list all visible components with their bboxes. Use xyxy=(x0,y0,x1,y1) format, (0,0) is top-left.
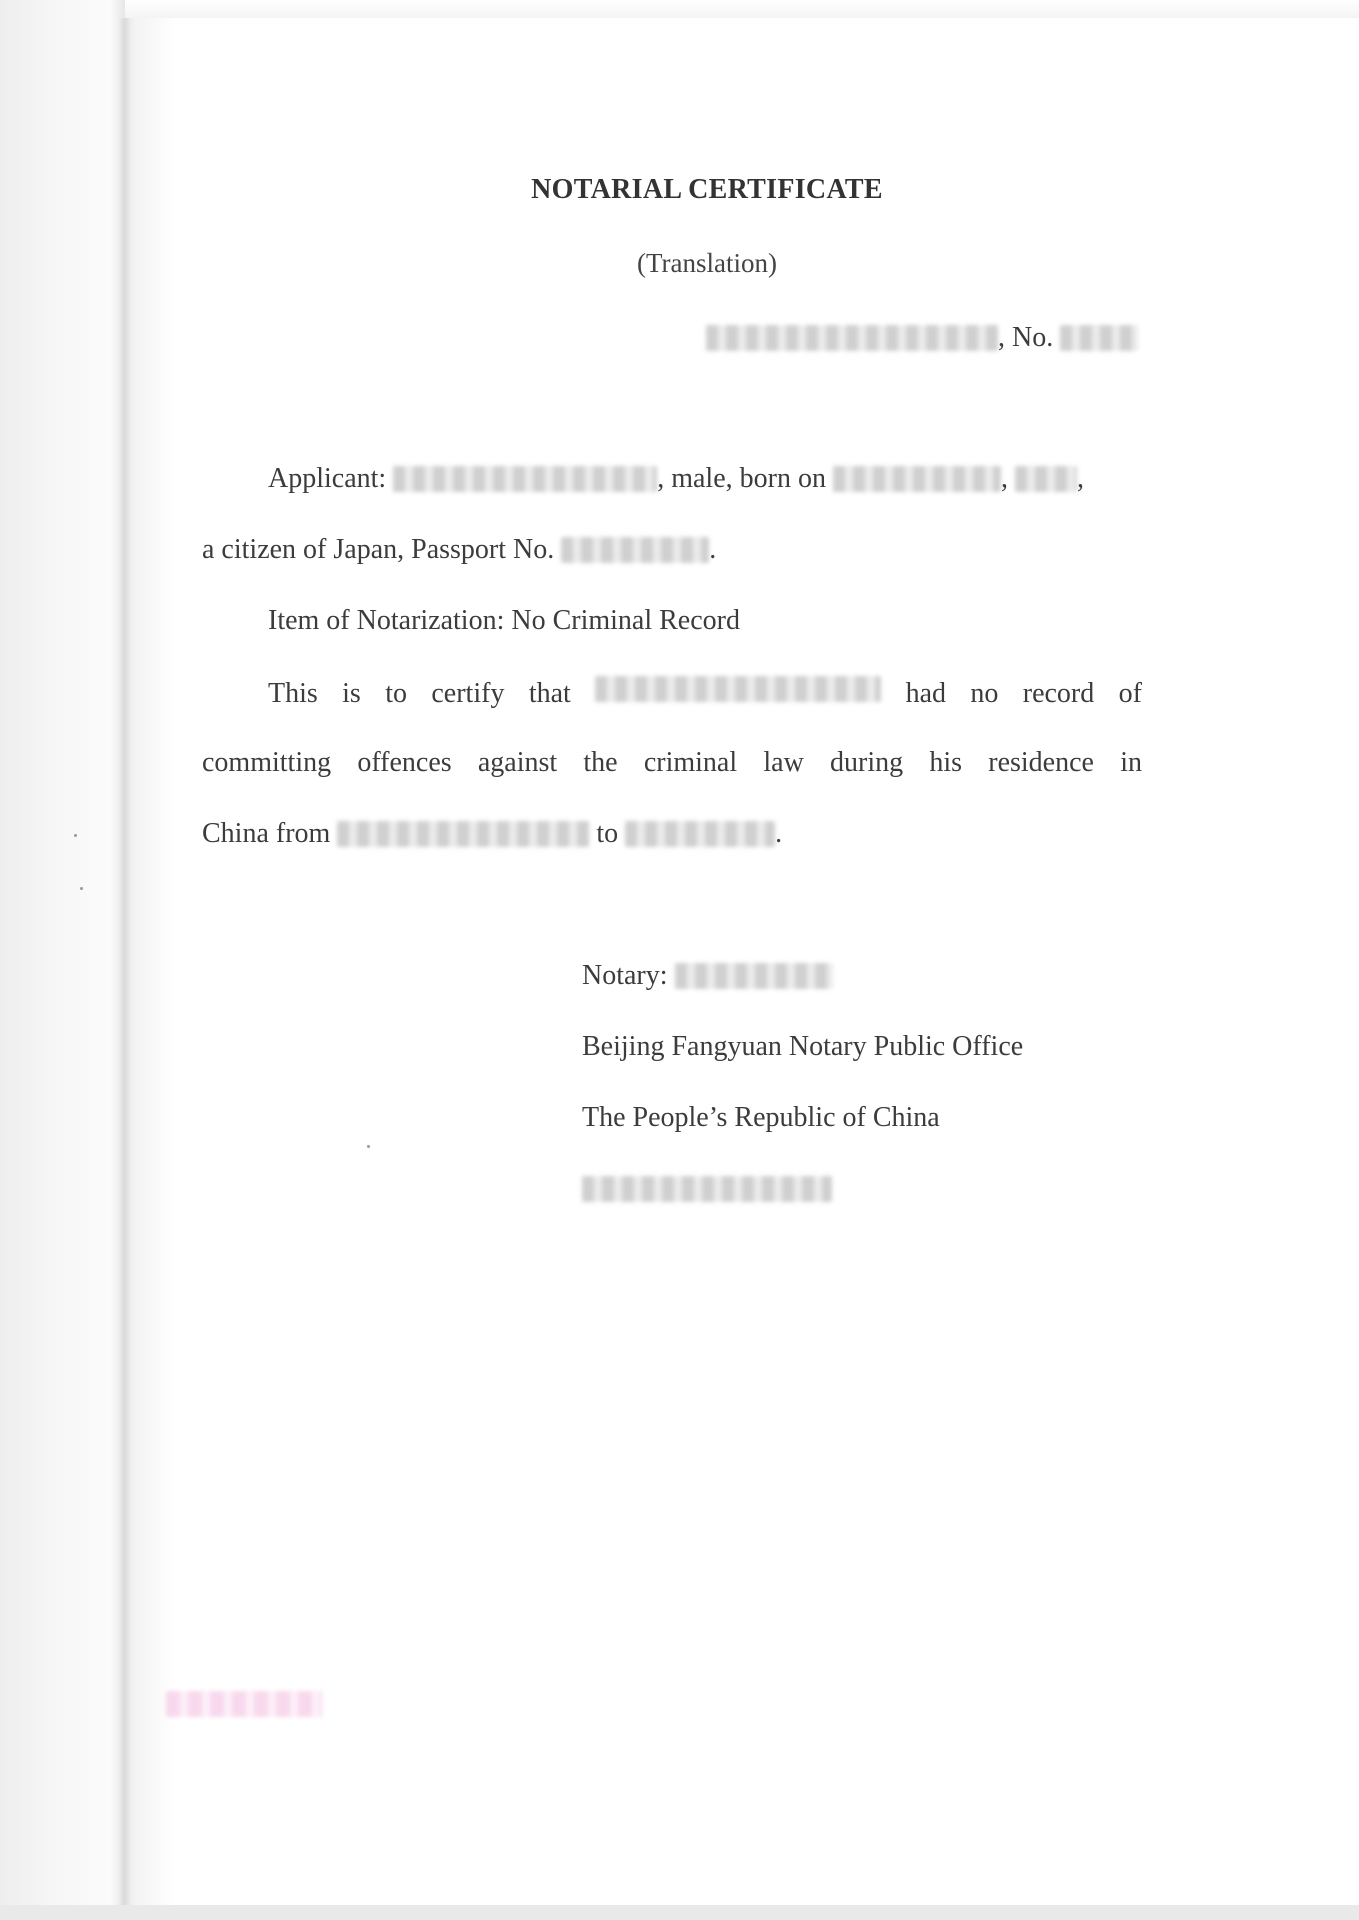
certify-line-3 xyxy=(202,818,782,850)
scan-speck xyxy=(74,834,77,837)
redacted-notary-name xyxy=(675,963,833,989)
period: . xyxy=(709,534,717,565)
redacted-end-date xyxy=(625,821,775,847)
redacted-reference xyxy=(706,325,998,351)
word: against xyxy=(477,747,558,778)
pink-stamp-mark xyxy=(166,1688,322,1720)
word: his xyxy=(929,747,963,778)
comma: , xyxy=(1000,463,1008,494)
paper-fold-shadow xyxy=(118,18,130,1920)
word: of xyxy=(1118,678,1142,709)
word: that xyxy=(528,678,571,709)
citizen-line xyxy=(202,534,716,566)
comma: , xyxy=(1076,463,1084,494)
word: had xyxy=(905,678,946,709)
word: criminal xyxy=(643,747,738,778)
word: record xyxy=(1022,678,1095,709)
item-of-notarization: Item of Notarization: No Criminal Record xyxy=(268,605,740,636)
applicant-line xyxy=(268,463,1084,495)
reference-number-label: , No. xyxy=(998,322,1054,353)
notary-line xyxy=(582,960,833,992)
applicant-label: Applicant: xyxy=(268,463,387,494)
paper-edge-shadow xyxy=(125,0,1359,18)
word: residence xyxy=(988,747,1094,778)
notary-country: The People’s Republic of China xyxy=(582,1102,940,1133)
redacted-applicant-name xyxy=(595,676,881,702)
redacted-stamp xyxy=(166,1691,322,1717)
word: is xyxy=(342,678,361,709)
scan-speck xyxy=(80,887,83,890)
redacted-passport-number xyxy=(561,537,709,563)
period: . xyxy=(775,818,783,849)
word: to xyxy=(385,678,407,709)
certify-line-3-to: to xyxy=(596,818,619,849)
citizen-text: a citizen of Japan, Passport No. xyxy=(202,534,555,565)
word: no xyxy=(970,678,999,709)
document-subtitle: (Translation) xyxy=(637,248,777,278)
word: offences xyxy=(357,747,452,778)
certify-line-2 xyxy=(202,747,1142,779)
reference-number-line xyxy=(706,322,1138,354)
word: the xyxy=(583,747,618,778)
applicant-gender-text: , male, born on xyxy=(657,463,826,494)
word: certify xyxy=(431,678,505,709)
certify-line-1 xyxy=(202,676,1142,710)
document-title: NOTARIAL CERTIFICATE xyxy=(531,174,883,205)
scan-speck xyxy=(367,1145,370,1148)
redacted-birth-year xyxy=(1015,466,1077,492)
word: law xyxy=(763,747,804,778)
certify-line-3-start: China from xyxy=(202,818,331,849)
word: in xyxy=(1120,747,1142,778)
notary-office: Beijing Fangyuan Notary Public Office xyxy=(582,1031,1024,1062)
redacted-number xyxy=(1060,325,1138,351)
word: committing xyxy=(202,747,332,778)
certificate-date-line xyxy=(582,1173,832,1205)
scan-bottom-edge xyxy=(0,1905,1359,1920)
redacted-certificate-date xyxy=(582,1176,832,1202)
redacted-start-date xyxy=(337,821,589,847)
notary-label: Notary: xyxy=(582,960,668,991)
word: during xyxy=(830,747,904,778)
word: This xyxy=(268,678,318,709)
redacted-applicant-name xyxy=(393,466,657,492)
redacted-birth-date xyxy=(833,466,1001,492)
